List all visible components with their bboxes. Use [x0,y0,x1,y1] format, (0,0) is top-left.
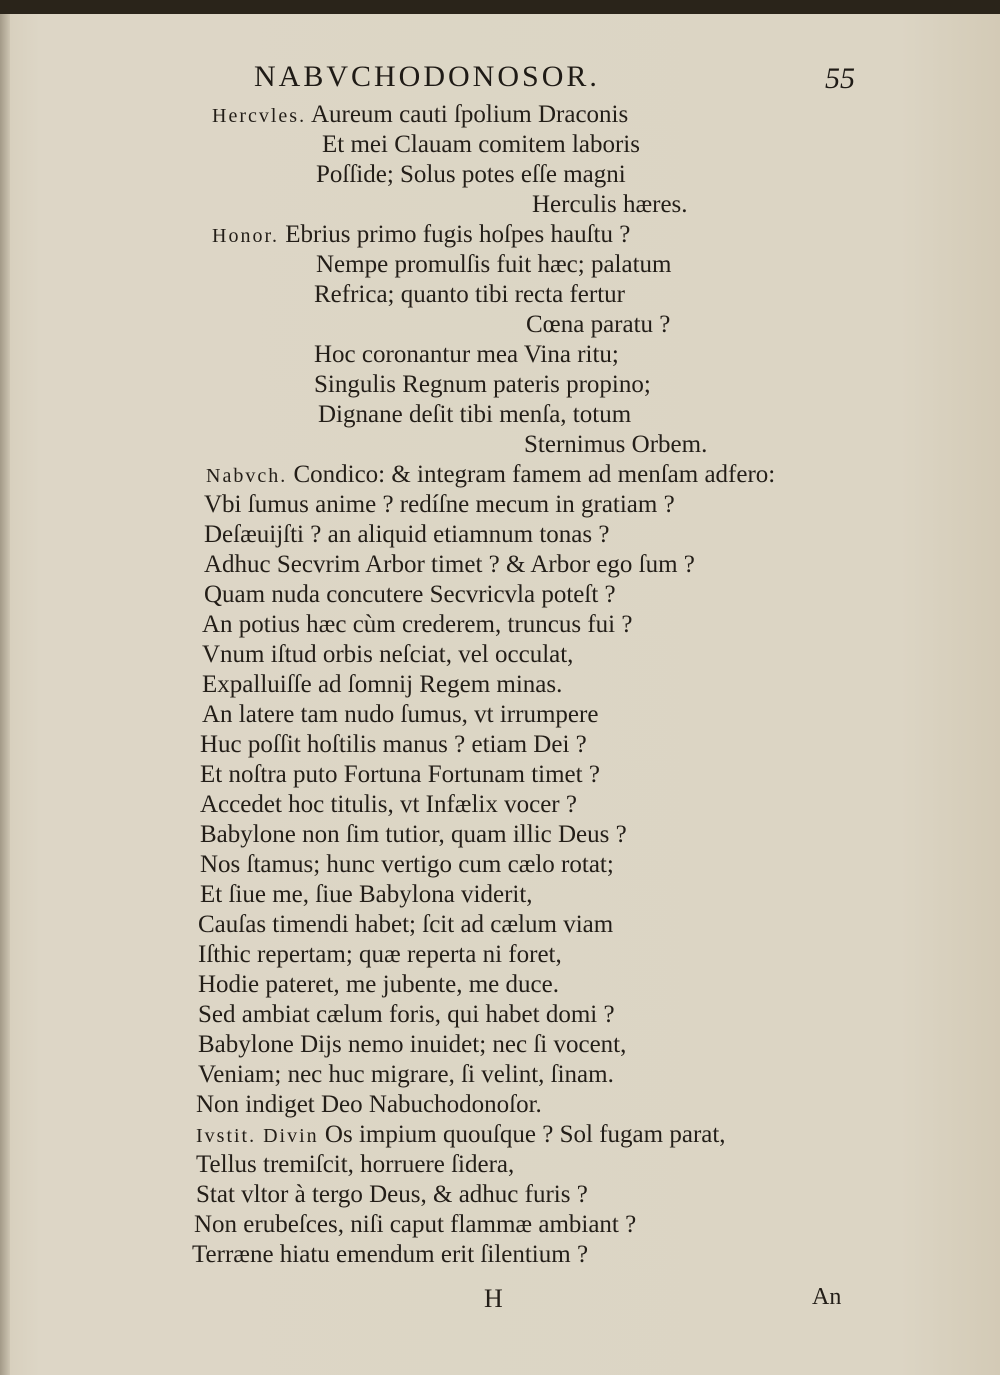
verse-line [196,1120,726,1151]
verse-line: Non erubeſces, niſi caput flammæ ambiant ? [194,1211,637,1238]
book-page [0,14,1000,1375]
verse-line: Stat vltor à tergo Deus, & adhuc furis ? [196,1181,588,1208]
verse-line: Accedet hoc titulis, vt Infælix vocer ? [200,791,577,818]
verse-text: Aureum cauti ſpolium Draconis [306,101,629,128]
signature-mark: H [484,1284,503,1313]
verse-text: Ebrius primo fugis hoſpes hauſtu ? [279,221,631,248]
verse-line: Nos ſtamus; hunc vertigo cum cælo rotat; [200,851,614,878]
verse-line: Hoc coronantur mea Vina ritu; [314,341,619,368]
verse-line: Expalluiſſe ad ſomnij Regem minas. [202,671,563,698]
verse-text: Condico: & integram famem ad menſam adfero: [287,461,776,488]
verse-line: Vbi ſumus anime ? redíſne mecum in gratiam ? [204,491,675,518]
speaker-name: Hercvles. [212,105,307,127]
page-number: 55 [825,62,855,95]
speaker-name: Honor. [212,225,279,247]
verse-line: Singulis Regnum pateris propino; [314,371,651,398]
speaker-name: Nabvch. [206,465,288,487]
catchword: An [812,1284,842,1310]
verse-line: Huc poſſit hoſtilis manus ? etiam Dei ? [200,731,587,758]
verse-line: Adhuc Secvrim Arbor timet ? & Arbor ego ſum ? [204,551,695,578]
verse-line: Et ſiue me, ſiue Babylona viderit, [200,881,533,908]
verse-line: Et noſtra puto Fortuna Fortunam timet ? [200,761,600,788]
speaker-name: Ivstit. Divin [196,1125,319,1147]
verse-line: Refrica; quanto tibi recta fertur [314,281,625,308]
verse-line: Babylone non ſim tutior, quam illic Deus ? [200,821,627,848]
verse-line [212,100,628,131]
verse-line [206,460,775,491]
verse-line: Poſſide; Solus potes eſſe magni [316,161,626,188]
verse-line: Tellus tremiſcit, horruere ſidera, [196,1151,515,1178]
verse-line: Vnum iſtud orbis neſciat, vel occulat, [202,641,574,668]
page-gutter-shadow [0,14,10,1375]
verse-line: Sternimus Orbem. [524,431,708,458]
verse-line: Nempe promulſis fuit hæc; palatum [316,251,672,278]
verse-line: Deſæuijſti ? an aliquid etiamnum tonas ? [204,521,610,548]
verse-line: Veniam; nec huc migrare, ſi velint, ſinam. [198,1061,614,1088]
verse-line: Non indiget Deo Nabuchodonoſor. [196,1091,542,1118]
verse-line: Quam nuda concutere Secvricvla poteſt ? [204,581,616,608]
verse-line: Terræne hiatu emendum erit ſilentium ? [192,1241,589,1268]
verse-text: Os impium quouſque ? Sol fugam parat, [318,1121,726,1148]
verse-line: Et mei Clauam comitem laboris [322,131,640,158]
verse-line: Sed ambiat cælum foris, qui habet domi ? [198,1001,615,1028]
verse-line: Babylone Dijs nemo inuidet; nec ſi vocent, [198,1031,627,1058]
verse-line: Cœna paratu ? [526,311,671,338]
verse-line: An latere tam nudo ſumus, vt irrumpere [202,701,599,728]
verse-line [212,220,630,251]
verse-line: Hodie pateret, me jubente, me duce. [198,971,559,998]
verse-line: Iſthic repertam; quæ reperta ni foret, [198,941,562,968]
verse-line: Cauſas timendi habet; ſcit ad cælum viam [198,911,614,938]
running-head: NABVCHODONOSOR. [254,60,600,93]
verse-line: An potius hæc cùm crederem, truncus fui ? [202,611,633,638]
verse-line: Herculis hæres. [532,191,688,218]
verse-line: Dignane deſit tibi menſa, totum [318,401,632,428]
